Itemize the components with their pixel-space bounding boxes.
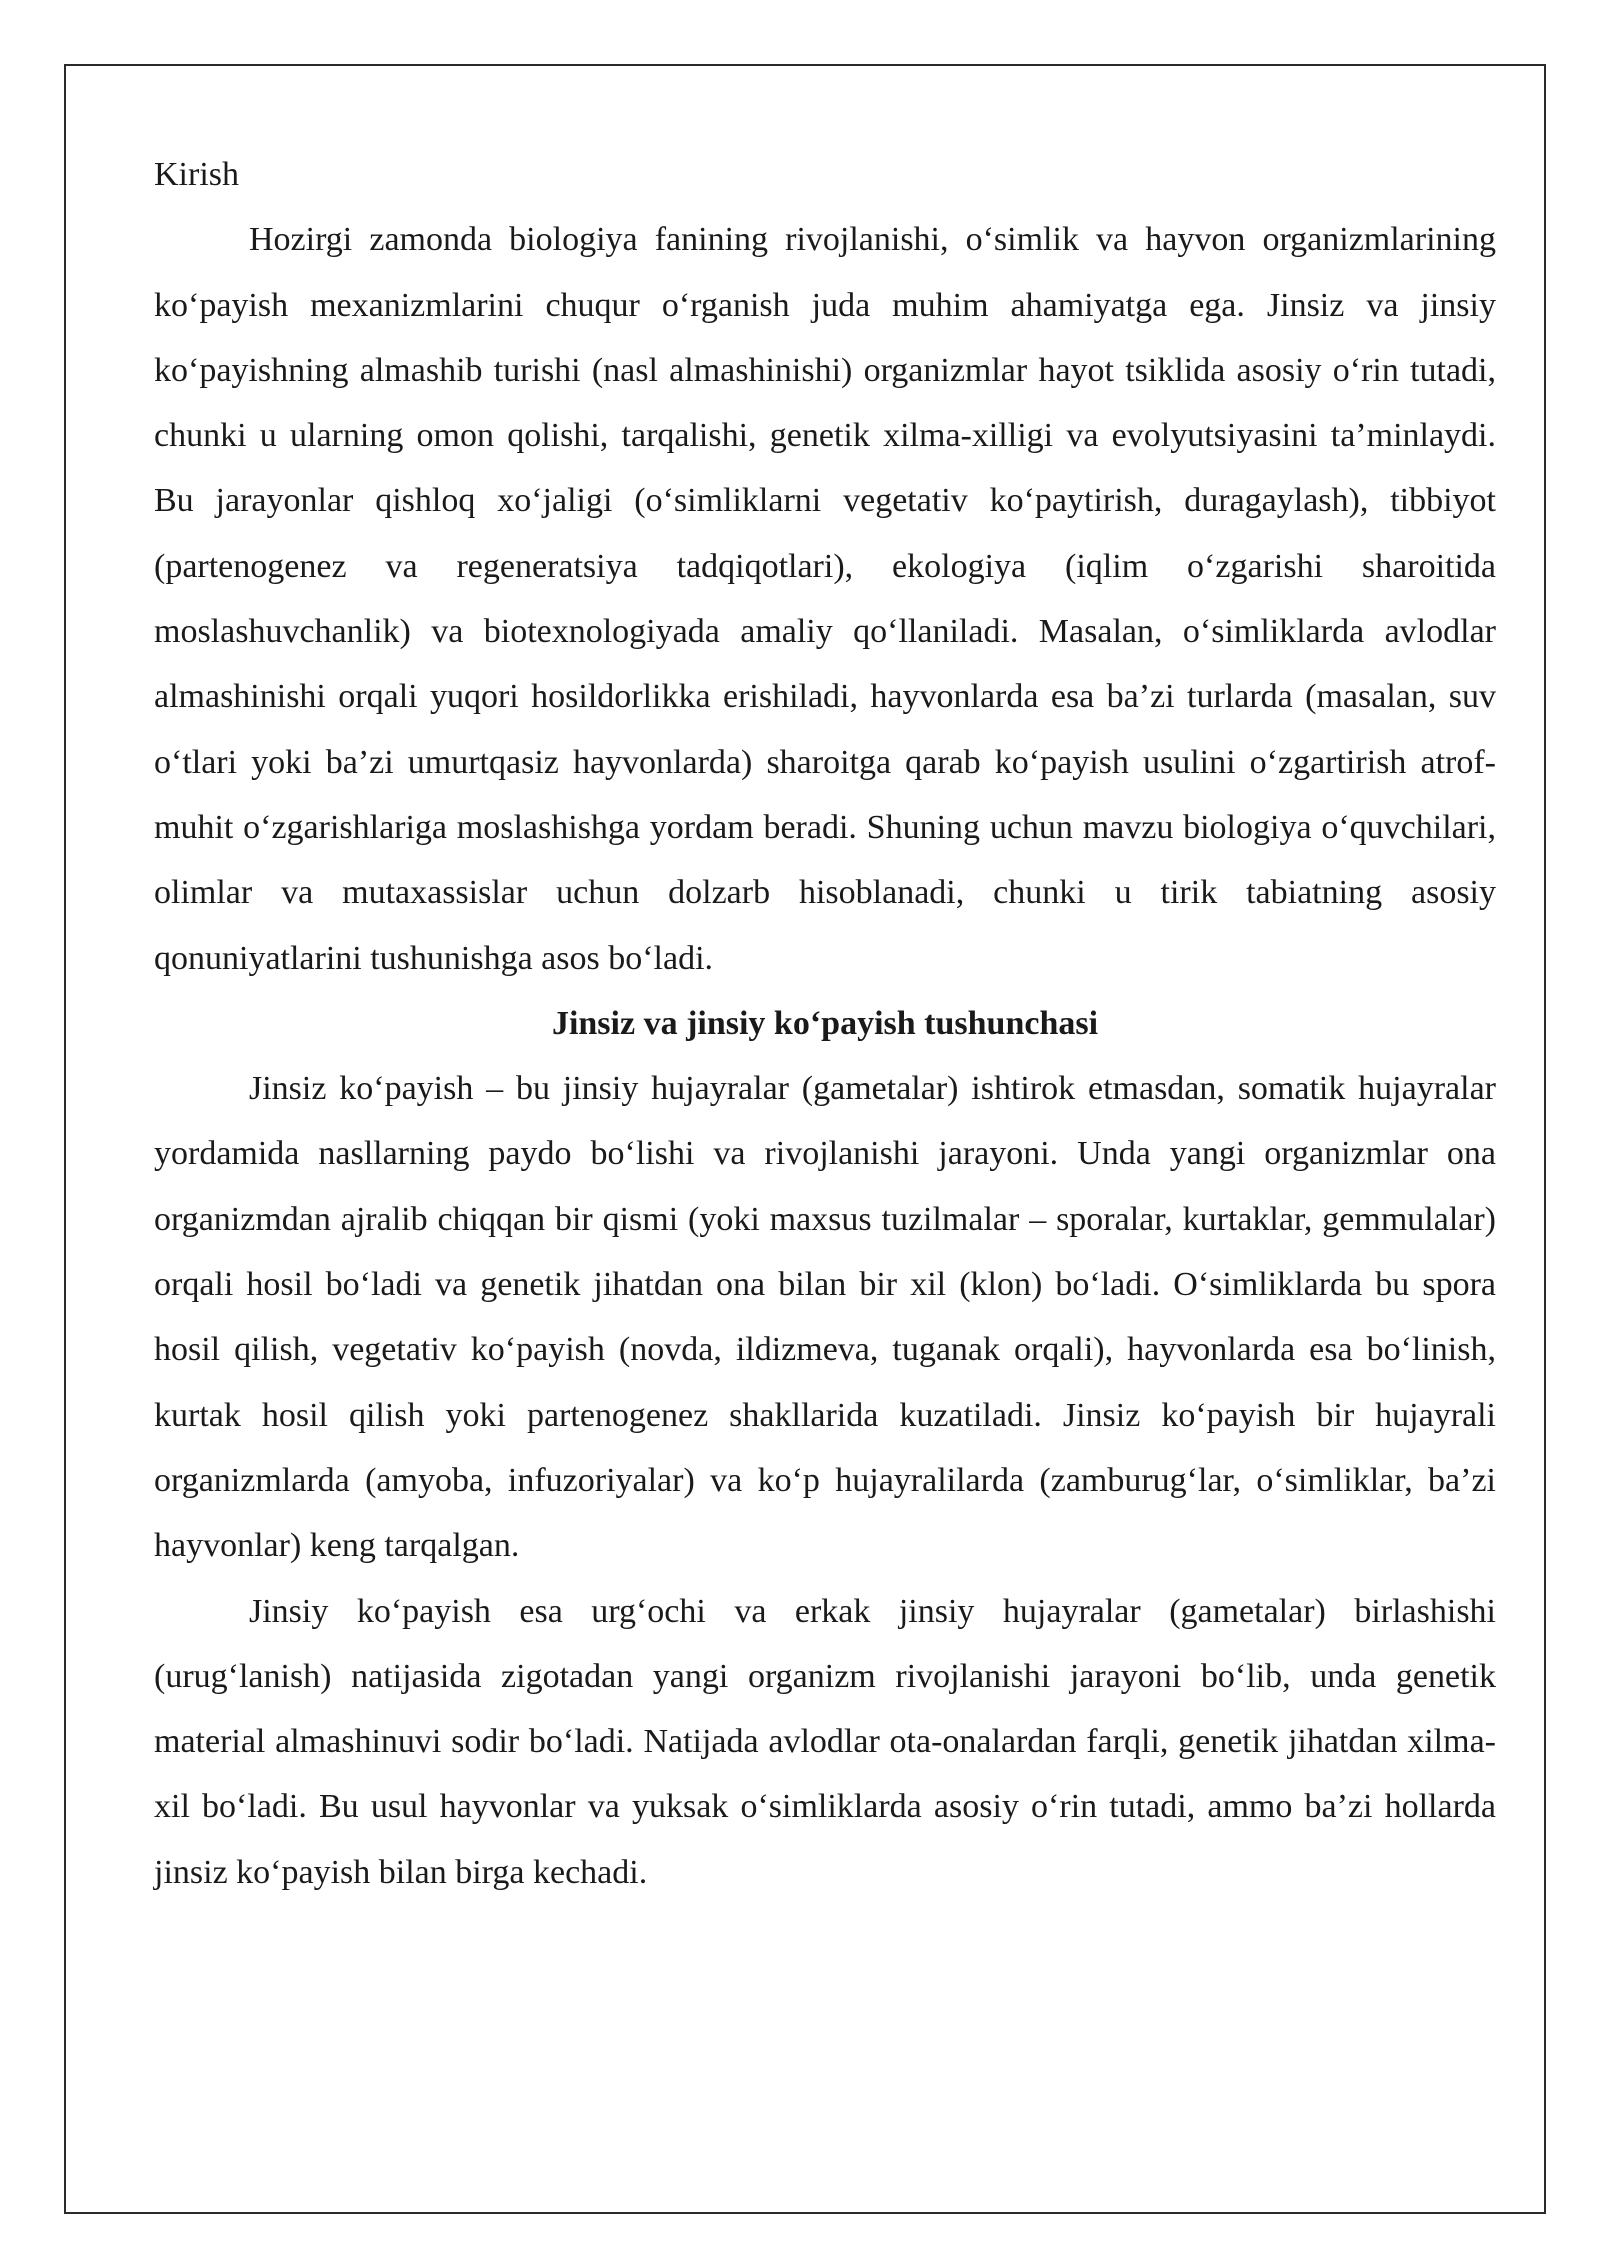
- intro-heading: Kirish: [154, 156, 239, 193]
- intro-paragraph: Hozirgi zamonda biologiya fanining rivojlanishi, o‘simlik va hayvon organizmlarining ko‘payish mexanizmlarini chuqur o‘rganish juda muhim ahamiyatga ega. Jinsiz va jinsiy ko‘payishning almashib turishi (nasl almashinishi) organizmlar hayot tsiklida asosiy o‘rin tutadi, chunki u ularning omon qolishi, tarqalishi, genetik xilma-xilligi va evolyutsiyasini ta’minlaydi. Bu jarayonlar qishloq xo‘jaligi (o‘simliklarni vegetativ ko‘paytirish, duragaylash), tibbiyot (partenogenez va regeneratsiya tadqiqotlari), ekologiya (iqlim o‘zgarishi sharoitida moslashuvchanlik) va biotexnologiyada amaliy qo‘llaniladi. Masalan, o‘simliklarda avlodlar almashinishi orqali yuqori hosildorlikka erishiladi, hayvonlarda esa ba’zi turlarda (masalan, suv o‘tlari yoki ba’zi umurtqasiz hayvonlarda) sharoitga qarab ko‘payish usulini o‘zgartirish atrof-muhit o‘zgarishlariga moslashishga yordam beradi. Shuning uchun mavzu biologiya o‘quvchilari, olimlar va mutaxassislar uchun dolzarb hisoblanadi, chunki u tirik tabiatning asosiy qonuniyatlarini tushunishga asos bo‘ladi.: [154, 221, 1496, 977]
- paragraph-asexual-reproduction: Jinsiz ko‘payish – bu jinsiy hujayralar (gametalar) ishtirok etmasdan, somatik hujayralar yordamida nasllarning paydo bo‘lishi va rivojlanishi jarayoni. Unda yangi organizmlar ona organizmdan ajralib chiqqan bir qismi (yoki maxsus tuzilmalar – sporalar, kurtaklar, gemmulalar) orqali hosil bo‘ladi va genetik jihatdan ona bilan bir xil (klon) bo‘ladi. O‘simliklarda bu spora hosil qilish, vegetativ ko‘payish (novda, ildizmeva, tuganak orqali), hayvonlarda esa bo‘linish, kurtak hosil qilish yoki partenogenez shakllarida kuzatiladi. Jinsiz ko‘payish bir hujayrali organizmlarda (amyoba, infuzoriyalar) va ko‘p hujayralilarda (zamburug‘lar, o‘simliklar, ba’zi hayvonlar) keng tarqalgan.: [154, 1070, 1496, 1565]
- section-heading: Jinsiz va jinsiy ko‘payish tushunchasi: [551, 1004, 1099, 1042]
- document-body: [154, 142, 1496, 1905]
- paragraph-sexual-reproduction: Jinsiy ko‘payish esa urg‘ochi va erkak jinsiy hujayralar (gametalar) birlashishi (urug‘lanish) natijasida zigotadan yangi organizm rivojlanishi jarayoni bo‘lib, unda genetik material almashinuvi sodir bo‘ladi. Natijada avlodlar ota-onalardan farqli, genetik jihatdan xilma-xil bo‘ladi. Bu usul hayvonlar va yuksak o‘simliklarda asosiy o‘rin tutadi, ammo ba’zi hollarda jinsiz ko‘payish bilan birga kechadi.: [154, 1592, 1496, 1891]
